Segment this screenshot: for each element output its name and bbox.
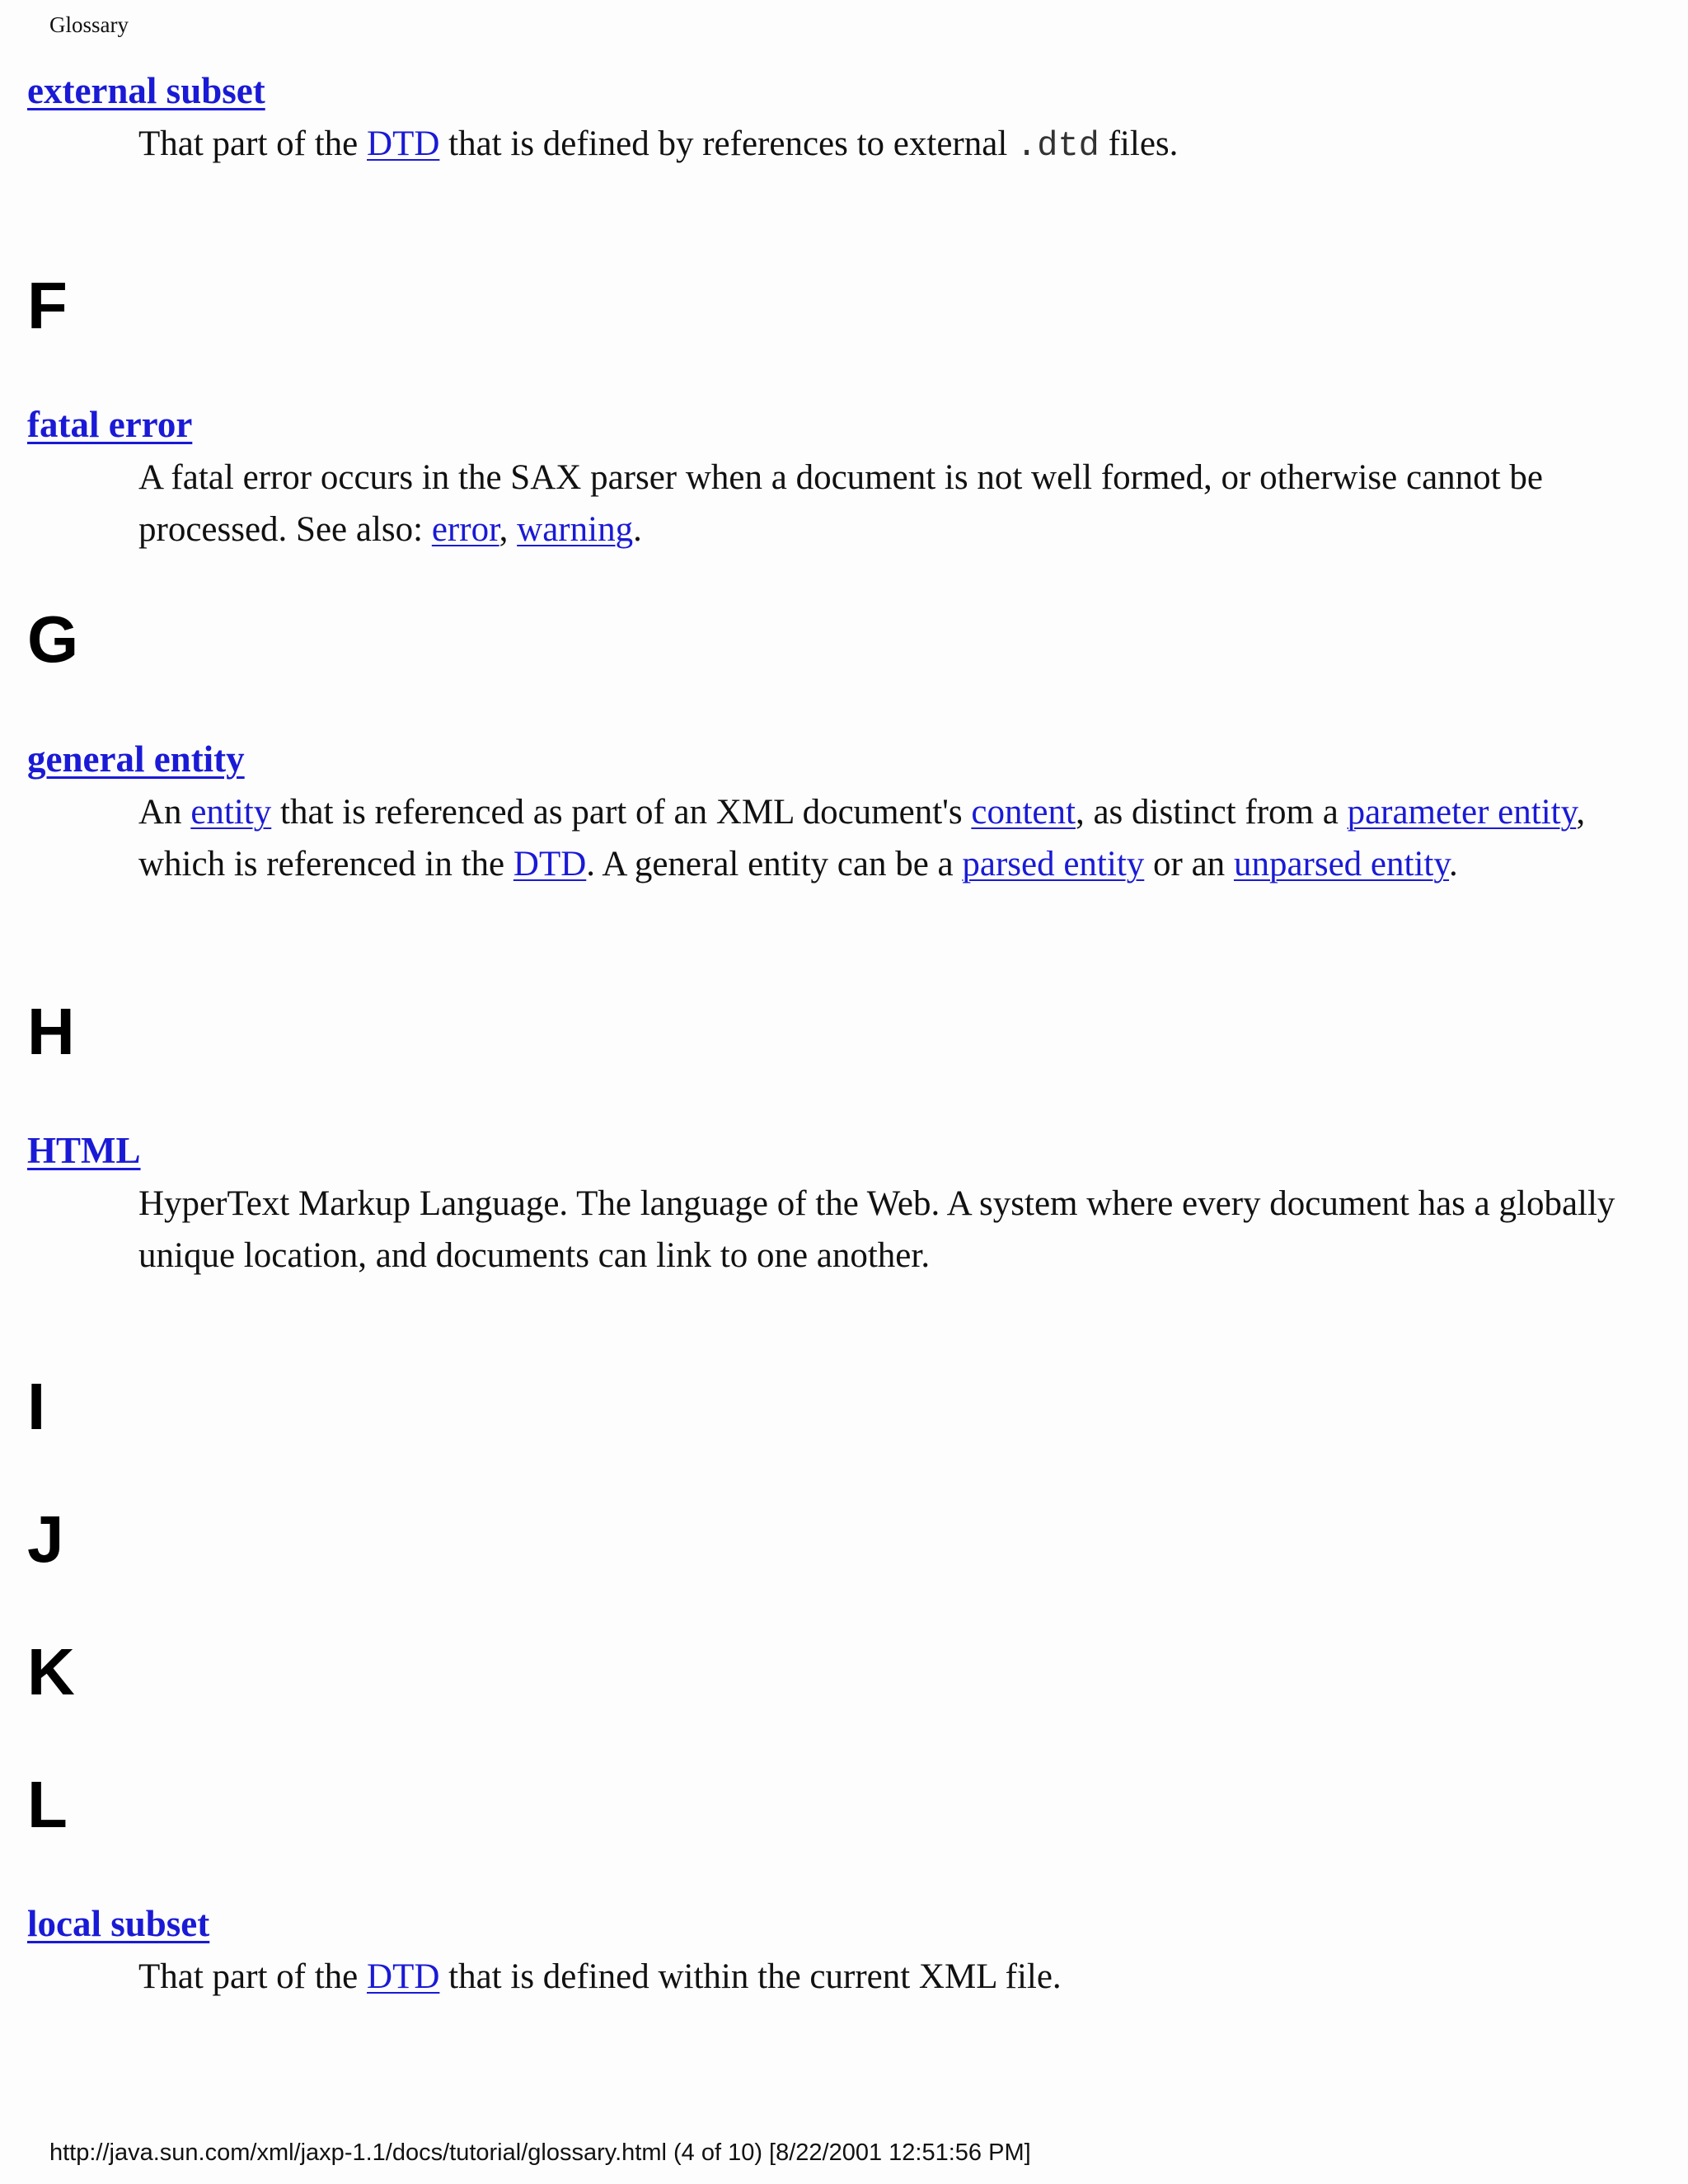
letter-heading-i: I — [27, 1370, 46, 1443]
page-footer-url: http://java.sun.com/xml/jaxp-1.1/docs/tutorial/glossary.html (4 of 10) [8/22/2001 12:51:56 PM] — [49, 2139, 1031, 2166]
link-parsed-entity[interactable]: parsed entity — [962, 845, 1145, 883]
link-entity[interactable]: entity — [190, 793, 272, 832]
definition-text: or an — [1144, 845, 1234, 883]
definition-local-subset — [138, 1951, 1647, 2003]
term-fatal-error[interactable]: fatal error — [27, 404, 193, 445]
definition-text: . — [633, 510, 642, 549]
link-dtd[interactable]: DTD — [367, 1957, 440, 1996]
definition-text: , which is referenced in the — [138, 793, 1586, 883]
term-general-entity[interactable]: general entity — [27, 738, 245, 780]
term-local-subset[interactable]: local subset — [27, 1903, 210, 1944]
letter-heading-j: J — [27, 1502, 64, 1576]
definition-text: . — [1449, 845, 1458, 883]
definition-external-subset — [138, 118, 1647, 172]
definition-fatal-error — [138, 452, 1647, 555]
definition-text: , as distinct from a — [1075, 793, 1348, 832]
term-external-subset[interactable]: external subset — [27, 70, 265, 111]
definition-general-entity — [138, 786, 1647, 890]
definition-text: files. — [1099, 124, 1179, 163]
link-unparsed-entity[interactable]: unparsed entity — [1233, 845, 1450, 883]
letter-heading-h: H — [27, 995, 75, 1068]
definition-text: A fatal error occurs in the SAX parser when a document is not well formed, or otherwise cannot be processed. See also: — [138, 458, 1543, 549]
page-header-label: Glossary — [49, 12, 129, 37]
code-dtd-extension: .dtd — [1016, 126, 1100, 166]
link-parameter-entity[interactable]: parameter entity — [1347, 793, 1577, 832]
definition-text: That part of the — [138, 124, 368, 163]
definition-text: that is referenced as part of an XML document's — [271, 793, 972, 832]
definition-text: . A general entity can be a — [586, 845, 963, 883]
letter-heading-f: F — [27, 269, 68, 342]
letter-heading-l: L — [27, 1768, 68, 1841]
definition-text: that is defined by references to external — [439, 124, 1017, 163]
link-dtd[interactable]: DTD — [513, 845, 587, 883]
definition-html: HyperText Markup Language. The language of the Web. A system where every document has a globally unique location, and documents can link to one another. — [138, 1184, 1615, 1275]
letter-heading-k: K — [27, 1635, 75, 1708]
letter-heading-g: G — [27, 602, 79, 676]
definition-text: , — [499, 510, 518, 549]
definition-text: An — [138, 793, 191, 832]
link-dtd[interactable]: DTD — [367, 124, 440, 163]
definition-text: That part of the — [138, 1957, 368, 1996]
definition-text: that is defined within the current XML file. — [439, 1957, 1062, 1996]
link-content[interactable]: content — [971, 793, 1076, 832]
link-warning[interactable]: warning — [517, 510, 634, 549]
term-html[interactable]: HTML — [27, 1130, 141, 1171]
link-error[interactable]: error — [431, 510, 499, 549]
